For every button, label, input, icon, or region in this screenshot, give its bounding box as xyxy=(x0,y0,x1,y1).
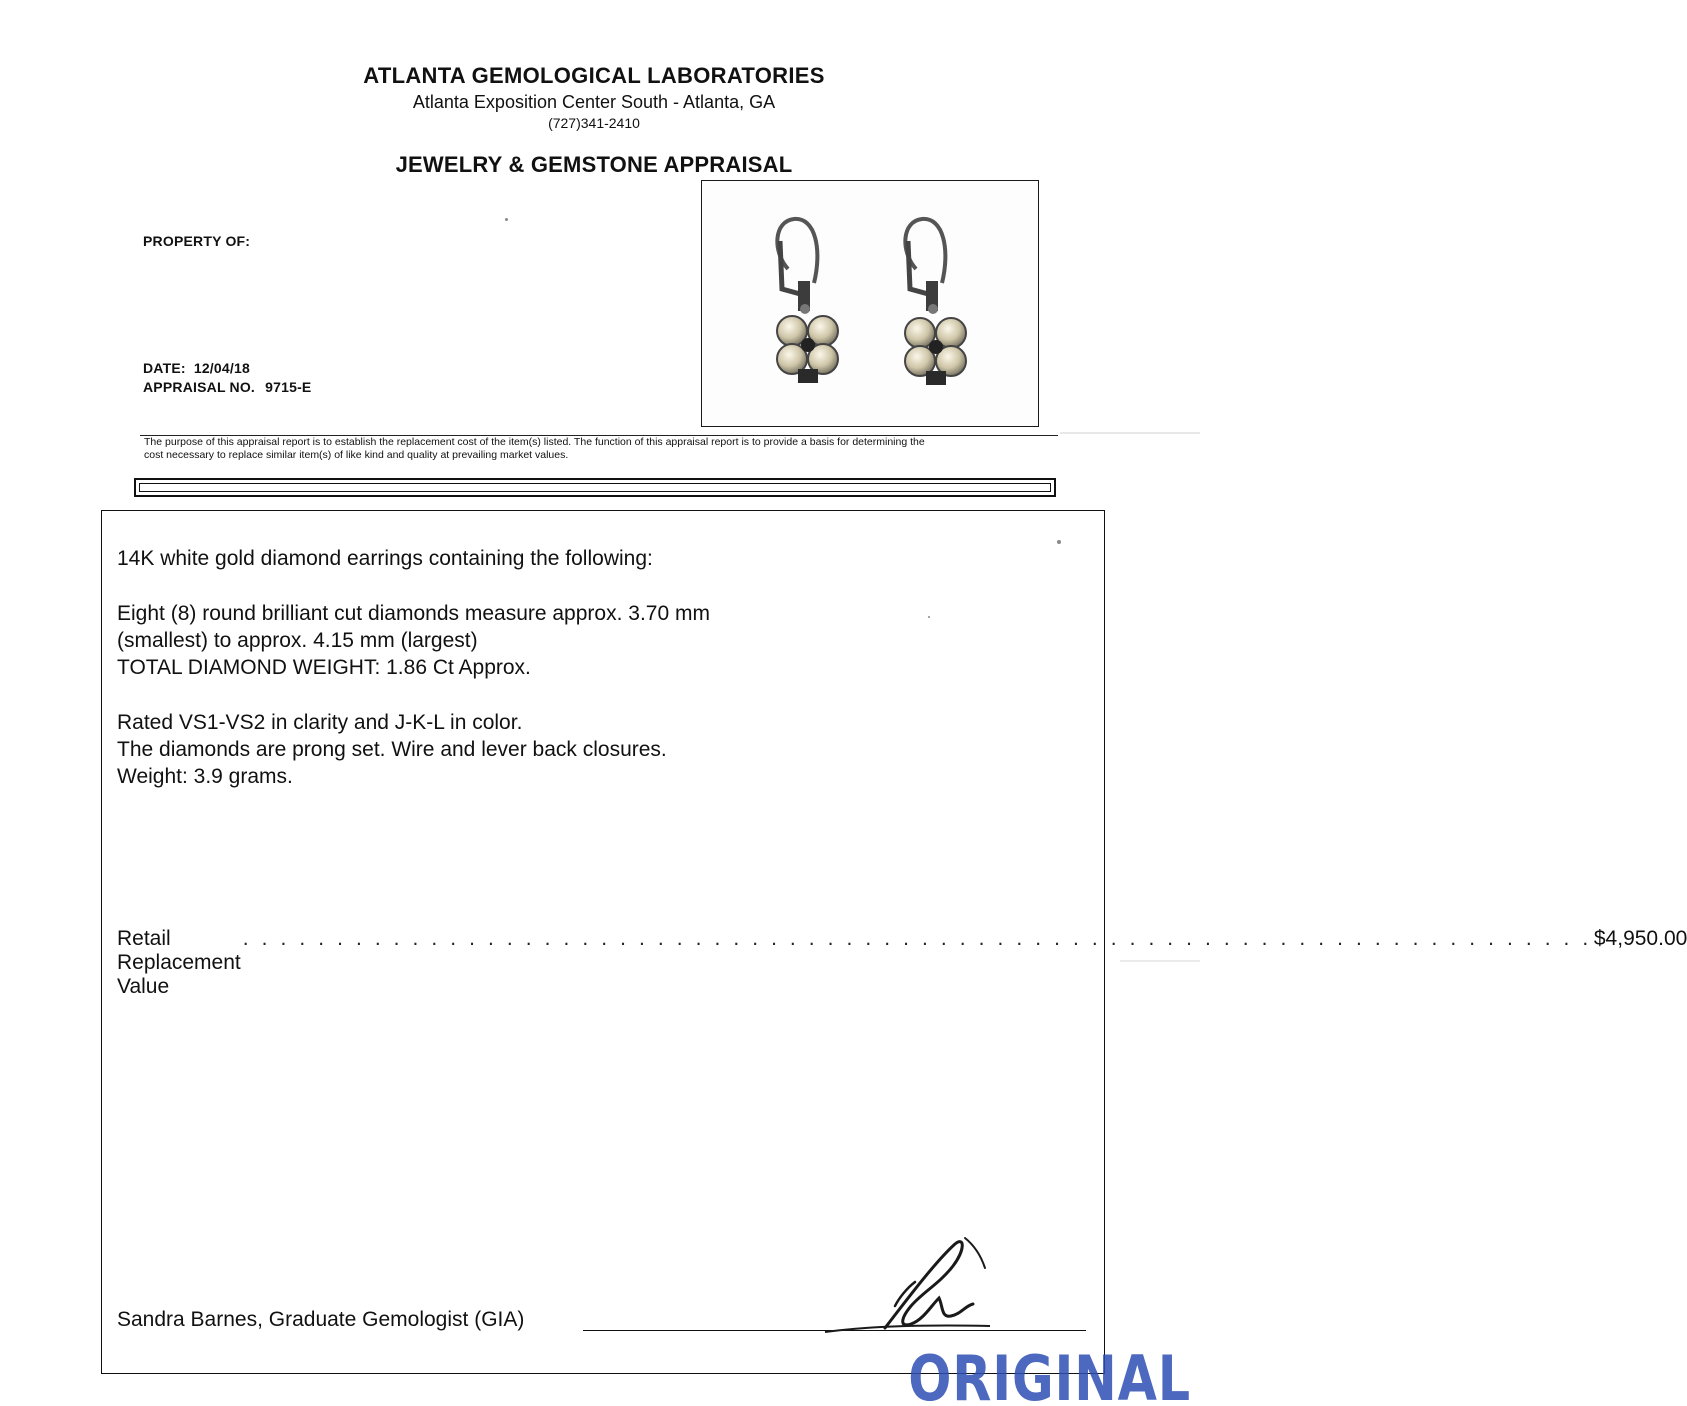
original-stamp-text: ORIGINAL xyxy=(908,1343,1192,1406)
valuation-amount: $4,950.00 xyxy=(1593,927,1687,950)
left-earring xyxy=(777,219,838,383)
scan-artifact xyxy=(1120,960,1200,962)
original-stamp xyxy=(905,1338,1192,1406)
valuation-label: Retail Replacement Value xyxy=(117,927,241,998)
valuation-leader-dots: . . . . . . . . . . . . . . . . . . . . . . . . . . . . . . . . . . . . . . . . . . . . . . . . . . . . . . . . . . . . . . . . . . . . . . . . xyxy=(242,927,1592,950)
appraisal-number-field xyxy=(143,379,311,395)
date-label: DATE: xyxy=(143,360,186,376)
earrings-photo xyxy=(701,180,1039,427)
lab-name: ATLANTA GEMOLOGICAL LABORATORIES xyxy=(363,63,825,88)
appraisal-number-label: APPRAISAL NO. xyxy=(143,379,256,395)
date-value: 12/04/18 xyxy=(193,360,250,376)
diamonds-line-1: Eight (8) round brilliant cut diamonds measure approx. 3.70 mm xyxy=(117,602,710,625)
double-rule-bar xyxy=(134,478,1056,497)
right-earring xyxy=(905,219,966,385)
purpose-statement xyxy=(144,436,1056,462)
appraisal-number-value: 9715-E xyxy=(265,379,312,395)
handwritten-signature xyxy=(815,1232,995,1342)
signer-name: Sandra Barnes, Graduate Gemologist (GIA) xyxy=(117,1308,525,1331)
earrings-photo-icon xyxy=(702,181,1037,425)
property-of-label: PROPERTY OF: xyxy=(143,233,251,249)
purpose-line-1: The purpose of this appraisal report is to establish the replacement cost of the item(s) listed. The function of this appraisal report is to provide a basis for determining the xyxy=(144,436,925,448)
setting-description: The diamonds are prong set. Wire and lever back closures. xyxy=(117,738,667,761)
lab-phone: (727)341-2410 xyxy=(548,115,640,131)
diamonds-line-2: (smallest) to approx. 4.15 mm (largest) xyxy=(117,629,478,652)
purpose-line-2: cost necessary to replace similar item(s) of like kind and quality at prevailing market values. xyxy=(144,449,569,461)
lab-address: Atlanta Exposition Center South - Atlanta, GA xyxy=(412,92,776,112)
scan-speck xyxy=(505,218,508,221)
valuation-row xyxy=(117,927,1687,999)
document-title: JEWELRY & GEMSTONE APPRAISAL xyxy=(395,152,793,177)
total-diamond-weight: TOTAL DIAMOND WEIGHT: 1.86 Ct Approx. xyxy=(117,656,531,679)
clarity-color-rating: Rated VS1-VS2 in clarity and J-K-L in color. xyxy=(117,711,523,734)
date-field xyxy=(143,360,250,376)
item-weight: Weight: 3.9 grams. xyxy=(117,765,293,788)
scan-artifact xyxy=(1060,432,1200,434)
item-intro: 14K white gold diamond earrings containing the following: xyxy=(117,547,653,570)
